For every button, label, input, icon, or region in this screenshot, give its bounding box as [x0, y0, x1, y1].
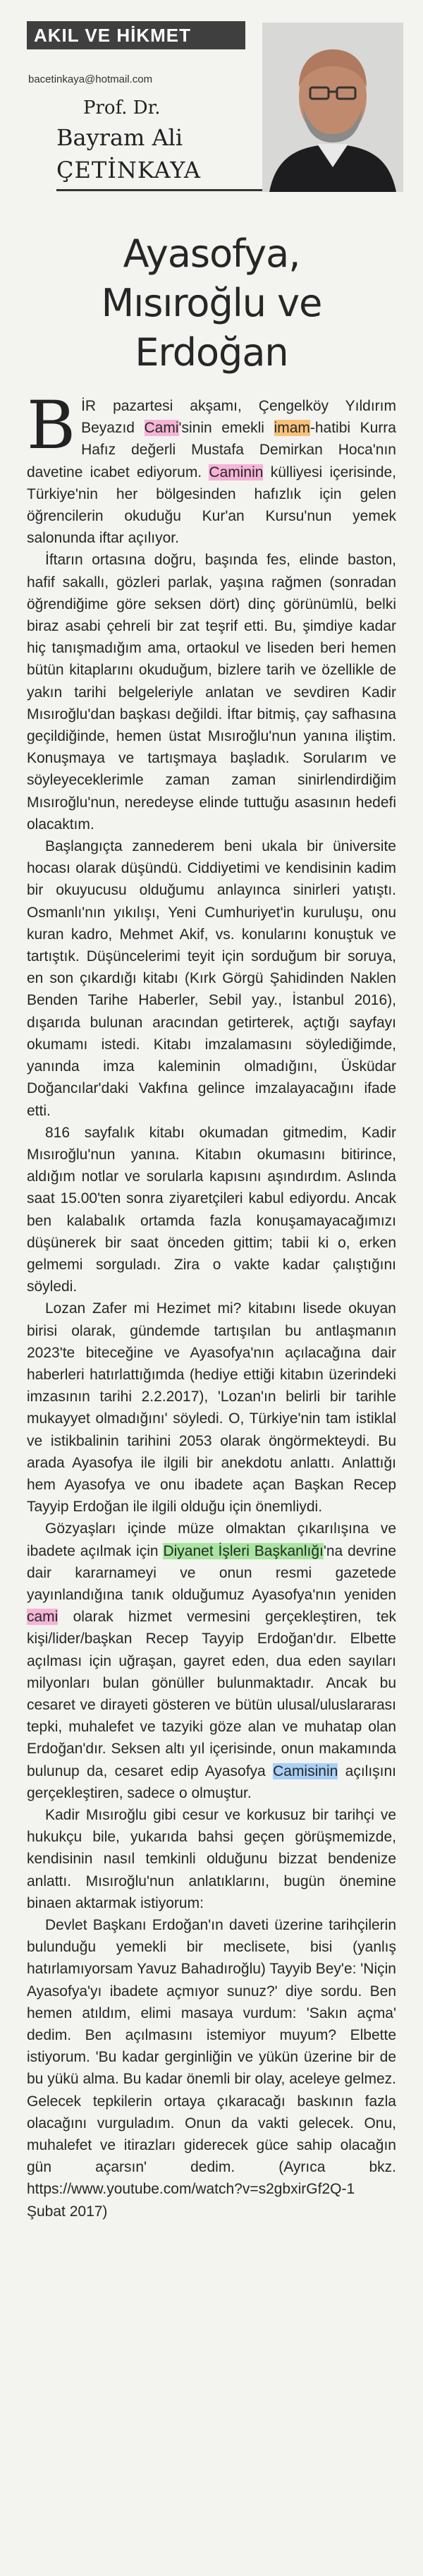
- headline-line-1: Ayasofya,: [123, 231, 300, 276]
- author-title: Prof. Dr.: [83, 97, 161, 119]
- highlight-caminin: Caminin: [209, 464, 264, 480]
- headline-line-2: Mısıroğlu ve: [101, 281, 322, 325]
- author-name: Bayram Ali: [56, 124, 183, 151]
- section-label: AKIL VE HİKMET: [27, 21, 245, 49]
- headline: [28, 229, 395, 377]
- author-email[interactable]: bacetinkaya@hotmail.com: [28, 73, 153, 85]
- article-body: [27, 387, 397, 2223]
- paragraph-5: Lozan Zafer mi Hezimet mi? kitabını lisede okuyan birisi olarak, gündemde tartışılan bu antlaşmanın 2023'te biteceğine ve Ayasofya'nın açılacağına dair haberleri hatırlattığımda (hediye ettiği kitabın üzerindeki imzasının tarihi 2.2.2017), 'Lozan'ın belirli bir tarihle mukayyet olmadığını' söyledi. O, Türkiye'nin tam istiklal ve istikbalinin tarihini 2053 olarak öngörmekteydi. Bu arada Ayasofya ile ilgili bir anekdotu anlattı. Anlattığı hem Ayasofya ve onu ibadete açan Başkan Recep Tayyip Erdoğan ile ilgili olduğu için önemliydi.: [27, 1300, 396, 1516]
- drop-cap: B: [27, 387, 76, 464]
- highlight-imam: imam: [274, 420, 310, 437]
- paragraph-3: Başlangıçta zannederem beni ukala bir üniversite hocası olarak düşündü. Ciddiyetimi ve kendisinin kadim bir okuyucusu olduğumu anlayınca sinirleri yatıştı. Osmanlı'nın yıkılışı, Yeni Cumhuriyet'in kuruluşu, onu kuran kadro, Mehmet Akif, vs. konularını konuştuk ve tartıştık. Düşüncelerimi teyit için sorduğum bir soruya, en son çıkardığı kitabı (Kırk Görgü Şahidinden Naklen Benden Tarihe Haberler, Sebil yay., İstanbul 2016), dışarıda bulunan aracından getirterek, açtığı sayfayı okumamı istedi. Kitabı imzalamasını söylediğimde, yanında imza kaleminin olmadığını, Üsküdar Doğancılar'daki Vakfına gelince imzalayacağını ifade etti.: [27, 838, 396, 1119]
- paragraph-1: BİR pazartesi akşamı, Çengelköy Yıldırım Beyazıd Cami'sinin emekli imam-hatibi Kurra Hafız değerli Mustafa Demirkan Hoca'nın davetine icabet ediyorum. Caminin külliyesi içerisinde, Türkiye'nin her bölgesinden hafızlık için gelen öğrencilerin okuduğu Kur'an Kursu'nun yemek salonunda iftar açılıyor.: [27, 387, 397, 547]
- author-portrait-icon: [262, 23, 403, 192]
- paragraph-4: 816 sayfalık kitabı okumadan gitmedim, Kadir Mısıroğlu'nun yanına. Kitabın okumasını bitirince, aldığım notlar ve sorularla kapısını aşındırdım. Aslında saat 15.00'ten sonra ziyaretçileri kabul ediyordu. Ancak ben kalabalık ortamda fazla konuşamayacağımızı düşünerek bir saat önceden gittim; tabii ki o, erken gelmemi sorguladı. Zira o vakte kadar çalıştığını söyledi.: [27, 1124, 396, 1295]
- highlight-diyanet: Diyanet İşleri Başkanlığı: [163, 1542, 324, 1559]
- paragraph-7: Kadir Mısıroğlu gibi cesur ve korkusuz bir tarihçi ve hukukçu bile, yukarıda bahsi geçen görüşmemizde, kendisinin nasıl temkinli olduğunu bizzat bendenize anlattı. Mısıroğlu'nun anlatıklarını, bugün önemine binaen aktarmak istiyorum:: [27, 1807, 396, 1911]
- paragraph-8: Devlet Başkanı Erdoğan'ın daveti üzerine tarihçilerin bulunduğu yemekli bir meclisete, bisi (yanlış hatırlamıyorsam Yavuz Bahadıroğlu) Tayyib Bey'e: 'Niçin Ayasofya'yı ibadete açmıyor sunuz?' diye sordu. Ben hemen atıldım, elimi masaya vurdum: 'Sakın açma' dedim. Ben açılmasını istemiyor muyum? Elbette istiyorum. 'Bu kadar gerginliğin ve yükün üzerine bir de bu yükü alma. Bu kadar önemli bir olay, aceleye gelmez. Gelecek tepkilerin ortaya çıkaracağı baskının fazla olacağını vurguladım. Onun da vakti gelecek. Onu, muhalefet ve itirazları giderecek güce sahip olacağın gün açarsın' dedim. (Ayrıca bkz. https://www.youtube.com/watch?v=s2gbxirGf2Q-1 Şubat 2017): [27, 1917, 396, 2220]
- author-surname: ÇETİNKAYA: [56, 157, 201, 183]
- paragraph-2: İftarın ortasına doğru, başında fes, elinde baston, hafif sakallı, gözleri parlak, yaşına rağmen (sonradan öğrendiğime göre seksen dört) dinç görünümlü, belki biraz asabi çehreli bir zat teşrif etti. Bu, şimdiye kadar hiç tanışmadığım ama, ortaokul ve liseden beri hemen bütün kitaplarını okuduğum, bizlere tarih ve özellikle de yakın tarihi belgeleriyle anlatan ve sevdiren Kadir Mısıroğlu'dan başkası değildi. İftar bitmiş, çay safhasına geçildiğinde, hemen üstat Mısıroğlu'nun yanına iliştim. Konuşmaya ve tartışmaya başladık. Sorularım ve söyleyeceklerimle zaman zaman sinirlendirdiğim Mısıroğlu'nun, neredeyse elinde tuttuğu asasının hedefi olacaktım.: [27, 552, 396, 833]
- headline-line-3: Erdoğan: [135, 330, 288, 375]
- highlight-cami-2: cami: [27, 1609, 59, 1626]
- highlight-cami: Cami: [144, 420, 179, 437]
- paragraph-6: Gözyaşları içinde müze olmaktan çıkarılışına ve ibadete açılmak için Diyanet İşleri Başkanlığı'na devrine dair kararnameyi ve onun resmi gazetede yayınlandığına tanık olduğumuz Ayasofya'nın yeniden cami olarak hizmet vermesini gerçekleştiren, tek kişi/lider/başkan Recep Tayyip Erdoğan'dır. Elbette açılması için uğraşan, gayret eden, dua eden sayıları milyonları bulan gönüller bulunmaktadır. Ancak bu cesaret ve dirayeti gösteren ve bütün ulusal/uluslararası tepki, muhalefet ve tazyiki göze alan ve muhatap olan Erdoğan'dır. Seksen altı yıl içerisinde, onun makamında bulunup da, cesaret edip Ayasofya Camisinin açılışını gerçekleştiren, sadece o olmuştur.: [27, 1520, 397, 1801]
- highlight-camisinin: Camisinin: [273, 1762, 338, 1779]
